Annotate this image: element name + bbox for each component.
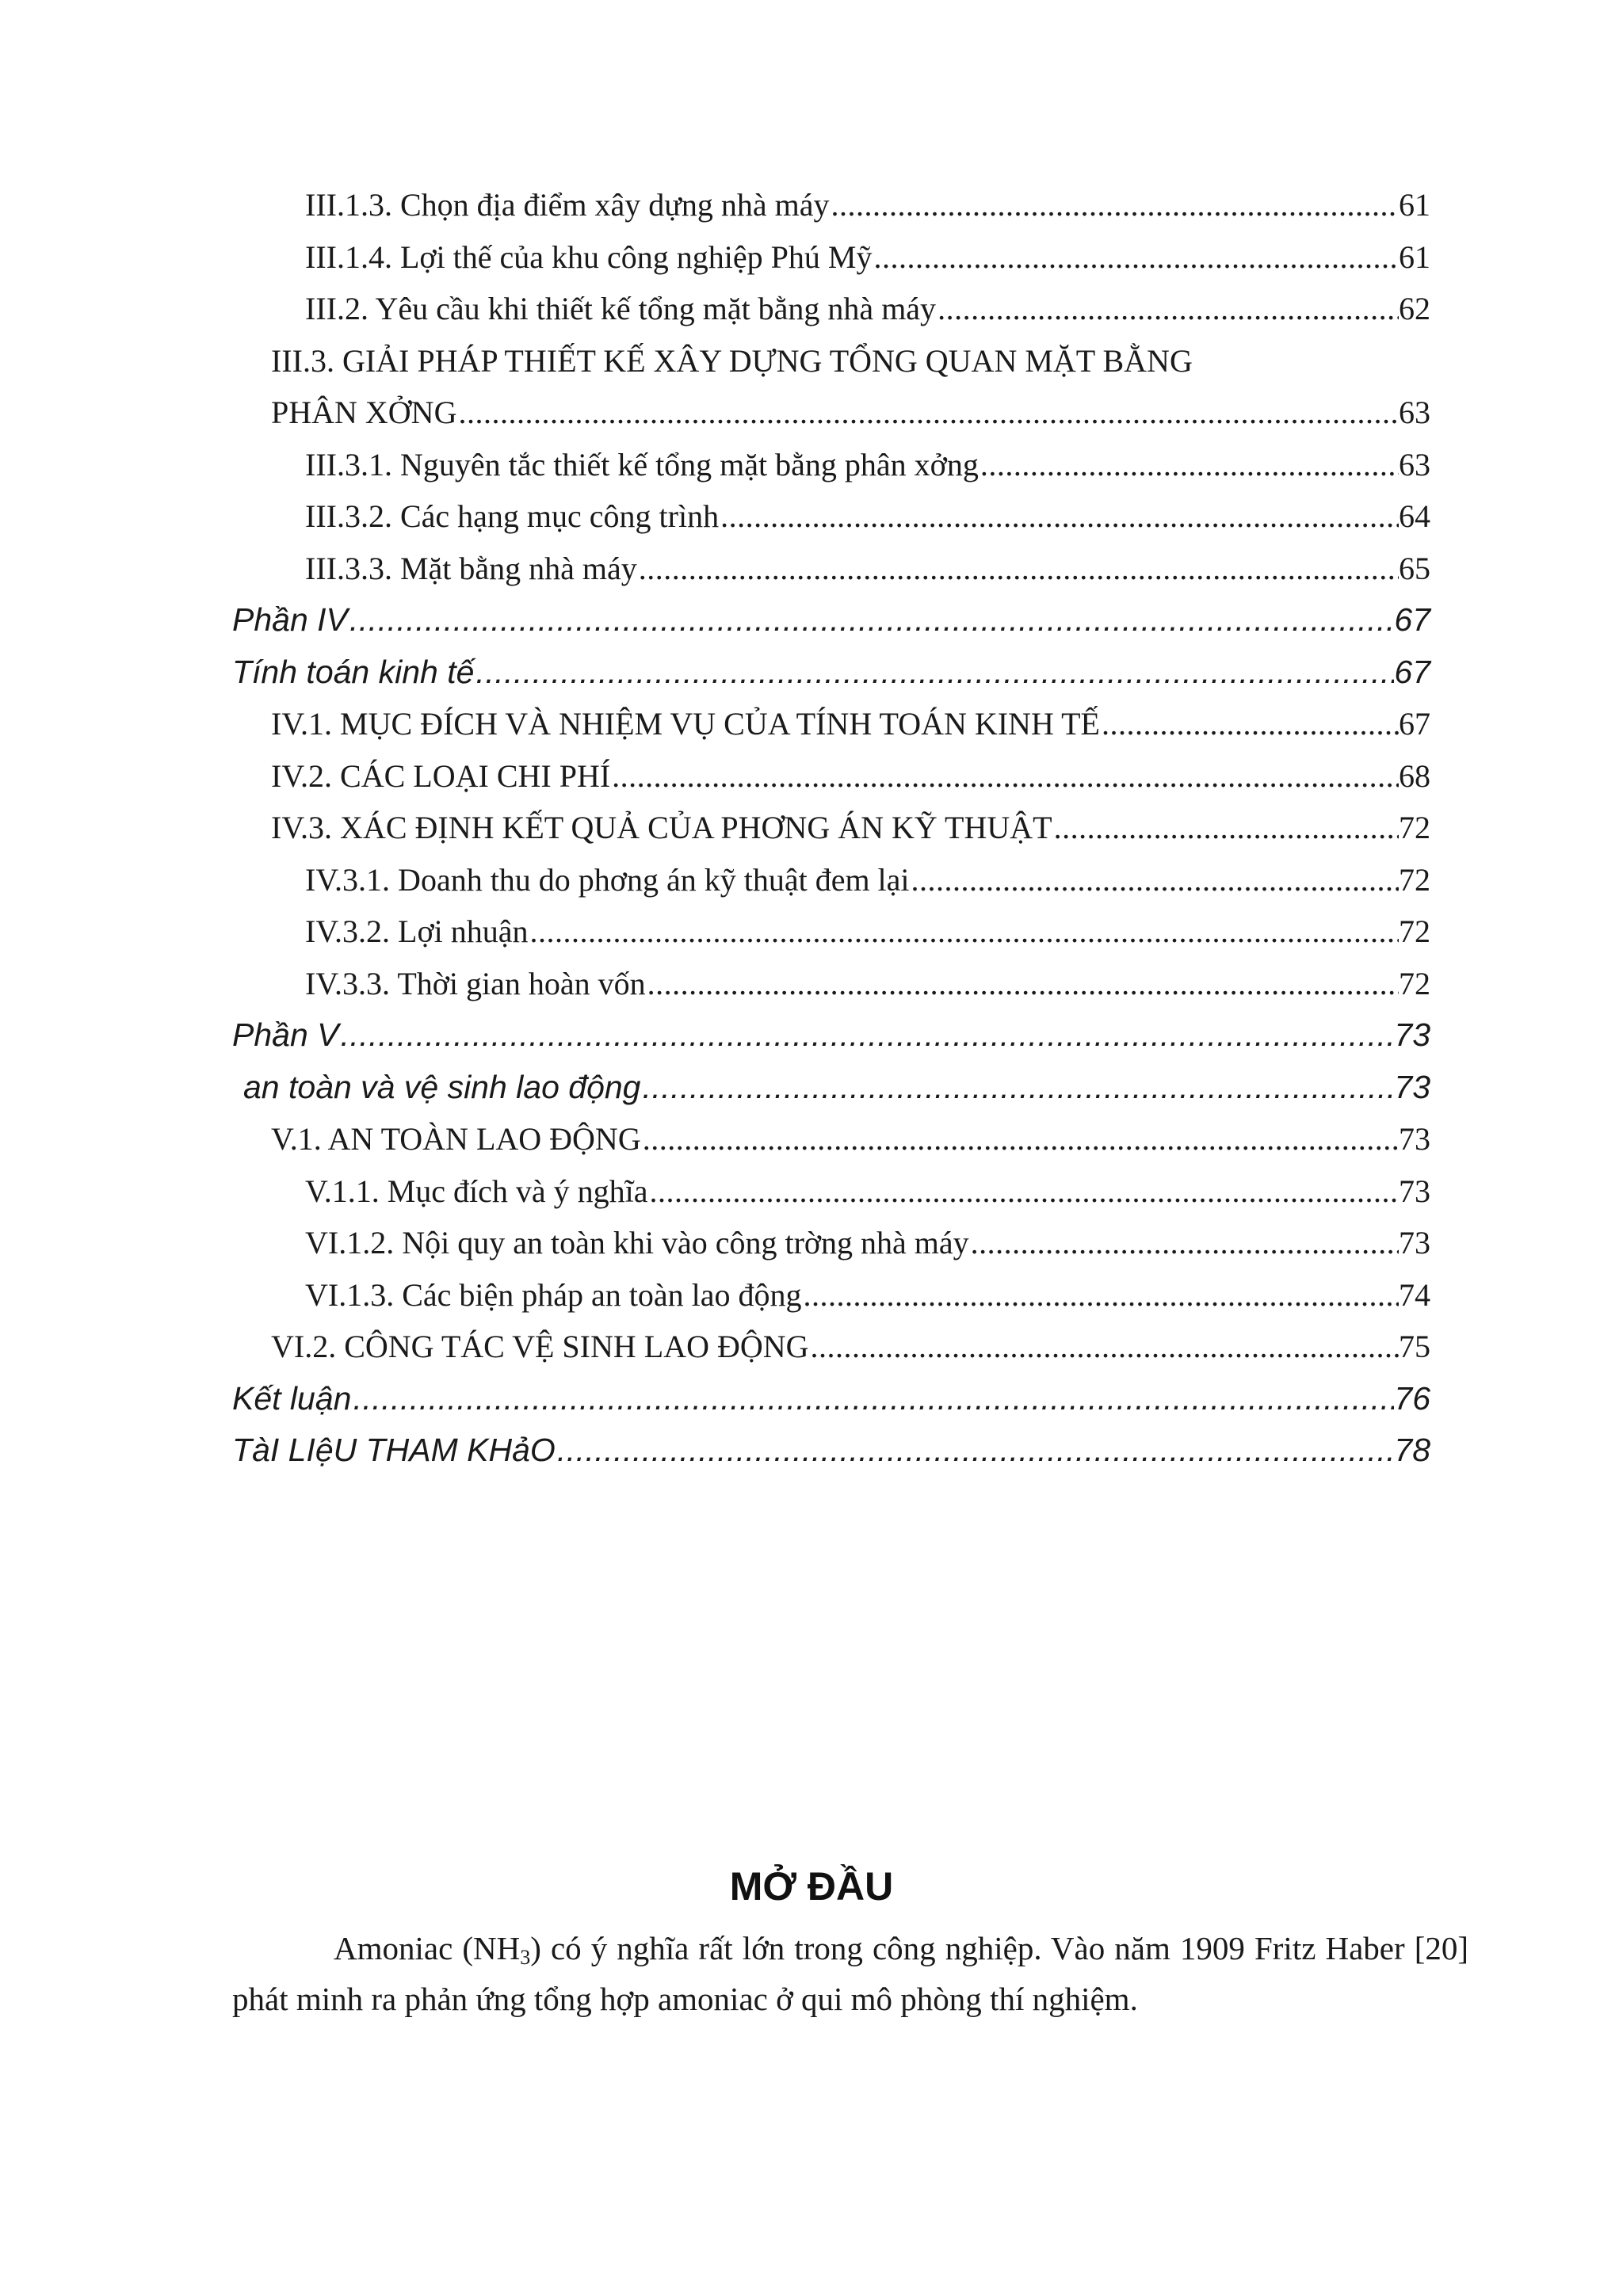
- toc-entry: [232, 490, 1430, 543]
- toc-page-number: 73: [1394, 1068, 1430, 1105]
- toc-page-number: 63: [1399, 446, 1430, 482]
- toc-dot-leader: [804, 1269, 1399, 1322]
- toc-entry: [232, 646, 1430, 699]
- toc-entry-label: VI.1.2. Nội quy an toàn khi vào công trờng nhà máy: [305, 1225, 969, 1261]
- toc-entry-label: TàI LIệU THAM KHảO: [232, 1432, 556, 1468]
- toc-entry: [232, 387, 1430, 439]
- toc-page-number: 78: [1394, 1432, 1430, 1468]
- toc-entry: [232, 958, 1430, 1010]
- toc-entry-label: III.3. GIẢI PHÁP THIẾT KẾ XÂY DỰNG TỔNG QUAN MẶT BẰNG: [271, 342, 1193, 379]
- toc-dot-leader: [349, 594, 1395, 646]
- toc-entry: [232, 906, 1430, 958]
- toc-entry-label: Phần V: [232, 1016, 339, 1053]
- toc-page-number: 72: [1399, 810, 1430, 845]
- toc-entry: [232, 1113, 1430, 1165]
- toc-dot-leader: [341, 1009, 1395, 1062]
- toc-page-number: 65: [1399, 550, 1430, 586]
- toc-entry: [232, 1217, 1430, 1269]
- toc-page-number: 67: [1394, 653, 1430, 690]
- toc-page-number: 61: [1399, 187, 1430, 223]
- toc-page-number: 76: [1394, 1379, 1430, 1417]
- toc-entry-label: Phần IV: [232, 601, 348, 638]
- toc-dot-leader: [938, 283, 1399, 335]
- toc-entry-label: III.2. Yêu cầu khi thiết kế tổng mặt bằng nhà máy: [305, 291, 937, 326]
- toc-entry-label: III.1.3. Chọn địa điểm xây dựng nhà máy: [305, 187, 830, 223]
- toc-entry-label: IV.3.2. Lợi nhuận: [305, 913, 529, 949]
- toc-entry: [232, 594, 1430, 646]
- toc-dot-leader: [971, 1217, 1399, 1269]
- toc-entry: [232, 439, 1430, 491]
- toc-entry-label: III.3.3. Mặt bằng nhà máy: [305, 550, 637, 586]
- toc-entry-label: III.1.4. Lợi thế của khu công nghiệp Phú Mỹ: [305, 238, 873, 275]
- toc-entry-label: IV.3.3. Thời gian hoàn vốn: [305, 965, 646, 1001]
- toc-dot-leader: [530, 906, 1399, 958]
- toc-page-number: 67: [1399, 706, 1430, 742]
- toc-page-number: 73: [1399, 1173, 1430, 1209]
- toc-entry: [232, 1425, 1430, 1477]
- toc-entry: [232, 335, 1430, 387]
- toc-dot-leader: [639, 543, 1399, 595]
- toc-entry: [232, 1269, 1430, 1322]
- table-of-contents: [232, 179, 1430, 1477]
- toc-page-number: 73: [1399, 1121, 1430, 1157]
- toc-entry: [232, 1373, 1430, 1425]
- toc-page-number: 68: [1399, 757, 1430, 794]
- toc-dot-leader: [831, 179, 1399, 231]
- toc-dot-leader: [811, 1321, 1399, 1373]
- toc-entry: [232, 1009, 1430, 1062]
- toc-dot-leader: [650, 1165, 1399, 1218]
- toc-entry-label: III.3.2. Các hạng mục công trình: [305, 498, 720, 534]
- toc-entry-label: III.3.1. Nguyên tắc thiết kế tổng mặt bằng phân xởng: [305, 446, 979, 482]
- toc-entry: [232, 1062, 1430, 1114]
- toc-page-number: 63: [1399, 395, 1430, 430]
- toc-entry-label: V.1. AN TOÀN LAO ĐỘNG: [271, 1121, 641, 1157]
- toc-entry: [232, 231, 1430, 284]
- toc-entry-label: VI.2. CÔNG TÁC VỆ SINH LAO ĐỘNG: [271, 1329, 809, 1364]
- toc-dot-leader: [980, 439, 1399, 491]
- toc-entry-label: PHÂN XỞNG: [271, 395, 457, 430]
- toc-entry-label: IV.1. MỤC ĐÍCH VÀ NHIỆM VỤ CỦA TÍNH TOÁN KINH TẾ: [271, 706, 1100, 742]
- toc-dot-leader: [557, 1425, 1395, 1477]
- toc-entry: [232, 802, 1430, 854]
- intro-subscript: 3: [520, 1946, 531, 1969]
- toc-entry-label: an toàn và vệ sinh lao động: [243, 1068, 641, 1105]
- toc-page-number: 64: [1399, 498, 1430, 534]
- toc-page-number: 75: [1399, 1329, 1430, 1364]
- toc-dot-leader: [458, 387, 1399, 439]
- toc-entry-label: Tính toán kinh tế: [232, 653, 475, 690]
- toc-dot-leader: [643, 1113, 1399, 1165]
- toc-entry-label: VI.1.3. Các biện pháp an toàn lao động: [305, 1276, 802, 1313]
- toc-entry: [232, 179, 1430, 231]
- toc-entry-label: V.1.1. Mục đích và ý nghĩa: [305, 1173, 648, 1209]
- toc-dot-leader: [647, 958, 1399, 1010]
- toc-page-number: 73: [1399, 1225, 1430, 1261]
- toc-page-number: 62: [1399, 291, 1430, 326]
- toc-page-number: 73: [1394, 1016, 1430, 1053]
- toc-dot-leader: [911, 854, 1399, 906]
- toc-entry-label: Kết luận: [232, 1379, 352, 1417]
- intro-paragraph: [232, 1923, 1468, 2024]
- toc-page-number: 74: [1399, 1276, 1430, 1313]
- toc-page-number: 61: [1399, 238, 1430, 275]
- toc-entry-label: IV.2. CÁC LOẠI CHI PHÍ: [271, 757, 611, 794]
- toc-dot-leader: [612, 750, 1399, 803]
- toc-dot-leader: [353, 1373, 1394, 1425]
- toc-entry: [232, 283, 1430, 335]
- intro-text-rest: ) có ý nghĩa rất lớn trong công nghiệp. Vào năm 1909 Fritz Haber [20] phát minh ra phản ứng tổng hợp amoniac ở qui mô phòng thí nghiệm.: [232, 1930, 1468, 2017]
- toc-dot-leader: [1102, 698, 1399, 750]
- toc-entry-label: IV.3. XÁC ĐỊNH KẾT QUẢ CỦA PHƠNG ÁN KỸ THUẬT: [271, 810, 1052, 845]
- intro-text-start: Amoniac (NH: [334, 1930, 521, 1966]
- toc-entry: [232, 750, 1430, 803]
- toc-entry-label: IV.3.1. Doanh thu do phơng án kỹ thuật đem lại: [305, 861, 910, 898]
- toc-dot-leader: [1054, 802, 1399, 854]
- toc-dot-leader: [873, 231, 1399, 284]
- toc-entry: [232, 698, 1430, 750]
- toc-entry: [232, 543, 1430, 595]
- toc-dot-leader: [475, 646, 1394, 699]
- intro-heading: MỞ ĐẦU: [729, 1864, 894, 1909]
- toc-entry: [232, 1165, 1430, 1218]
- toc-page-number: 67: [1394, 601, 1430, 638]
- toc-page-number: 72: [1399, 861, 1430, 898]
- toc-entry: [232, 1321, 1430, 1373]
- toc-dot-leader: [720, 490, 1399, 543]
- toc-page-number: 72: [1399, 965, 1430, 1001]
- toc-dot-leader: [643, 1062, 1395, 1114]
- toc-page-number: 72: [1399, 913, 1430, 949]
- toc-entry: [232, 854, 1430, 906]
